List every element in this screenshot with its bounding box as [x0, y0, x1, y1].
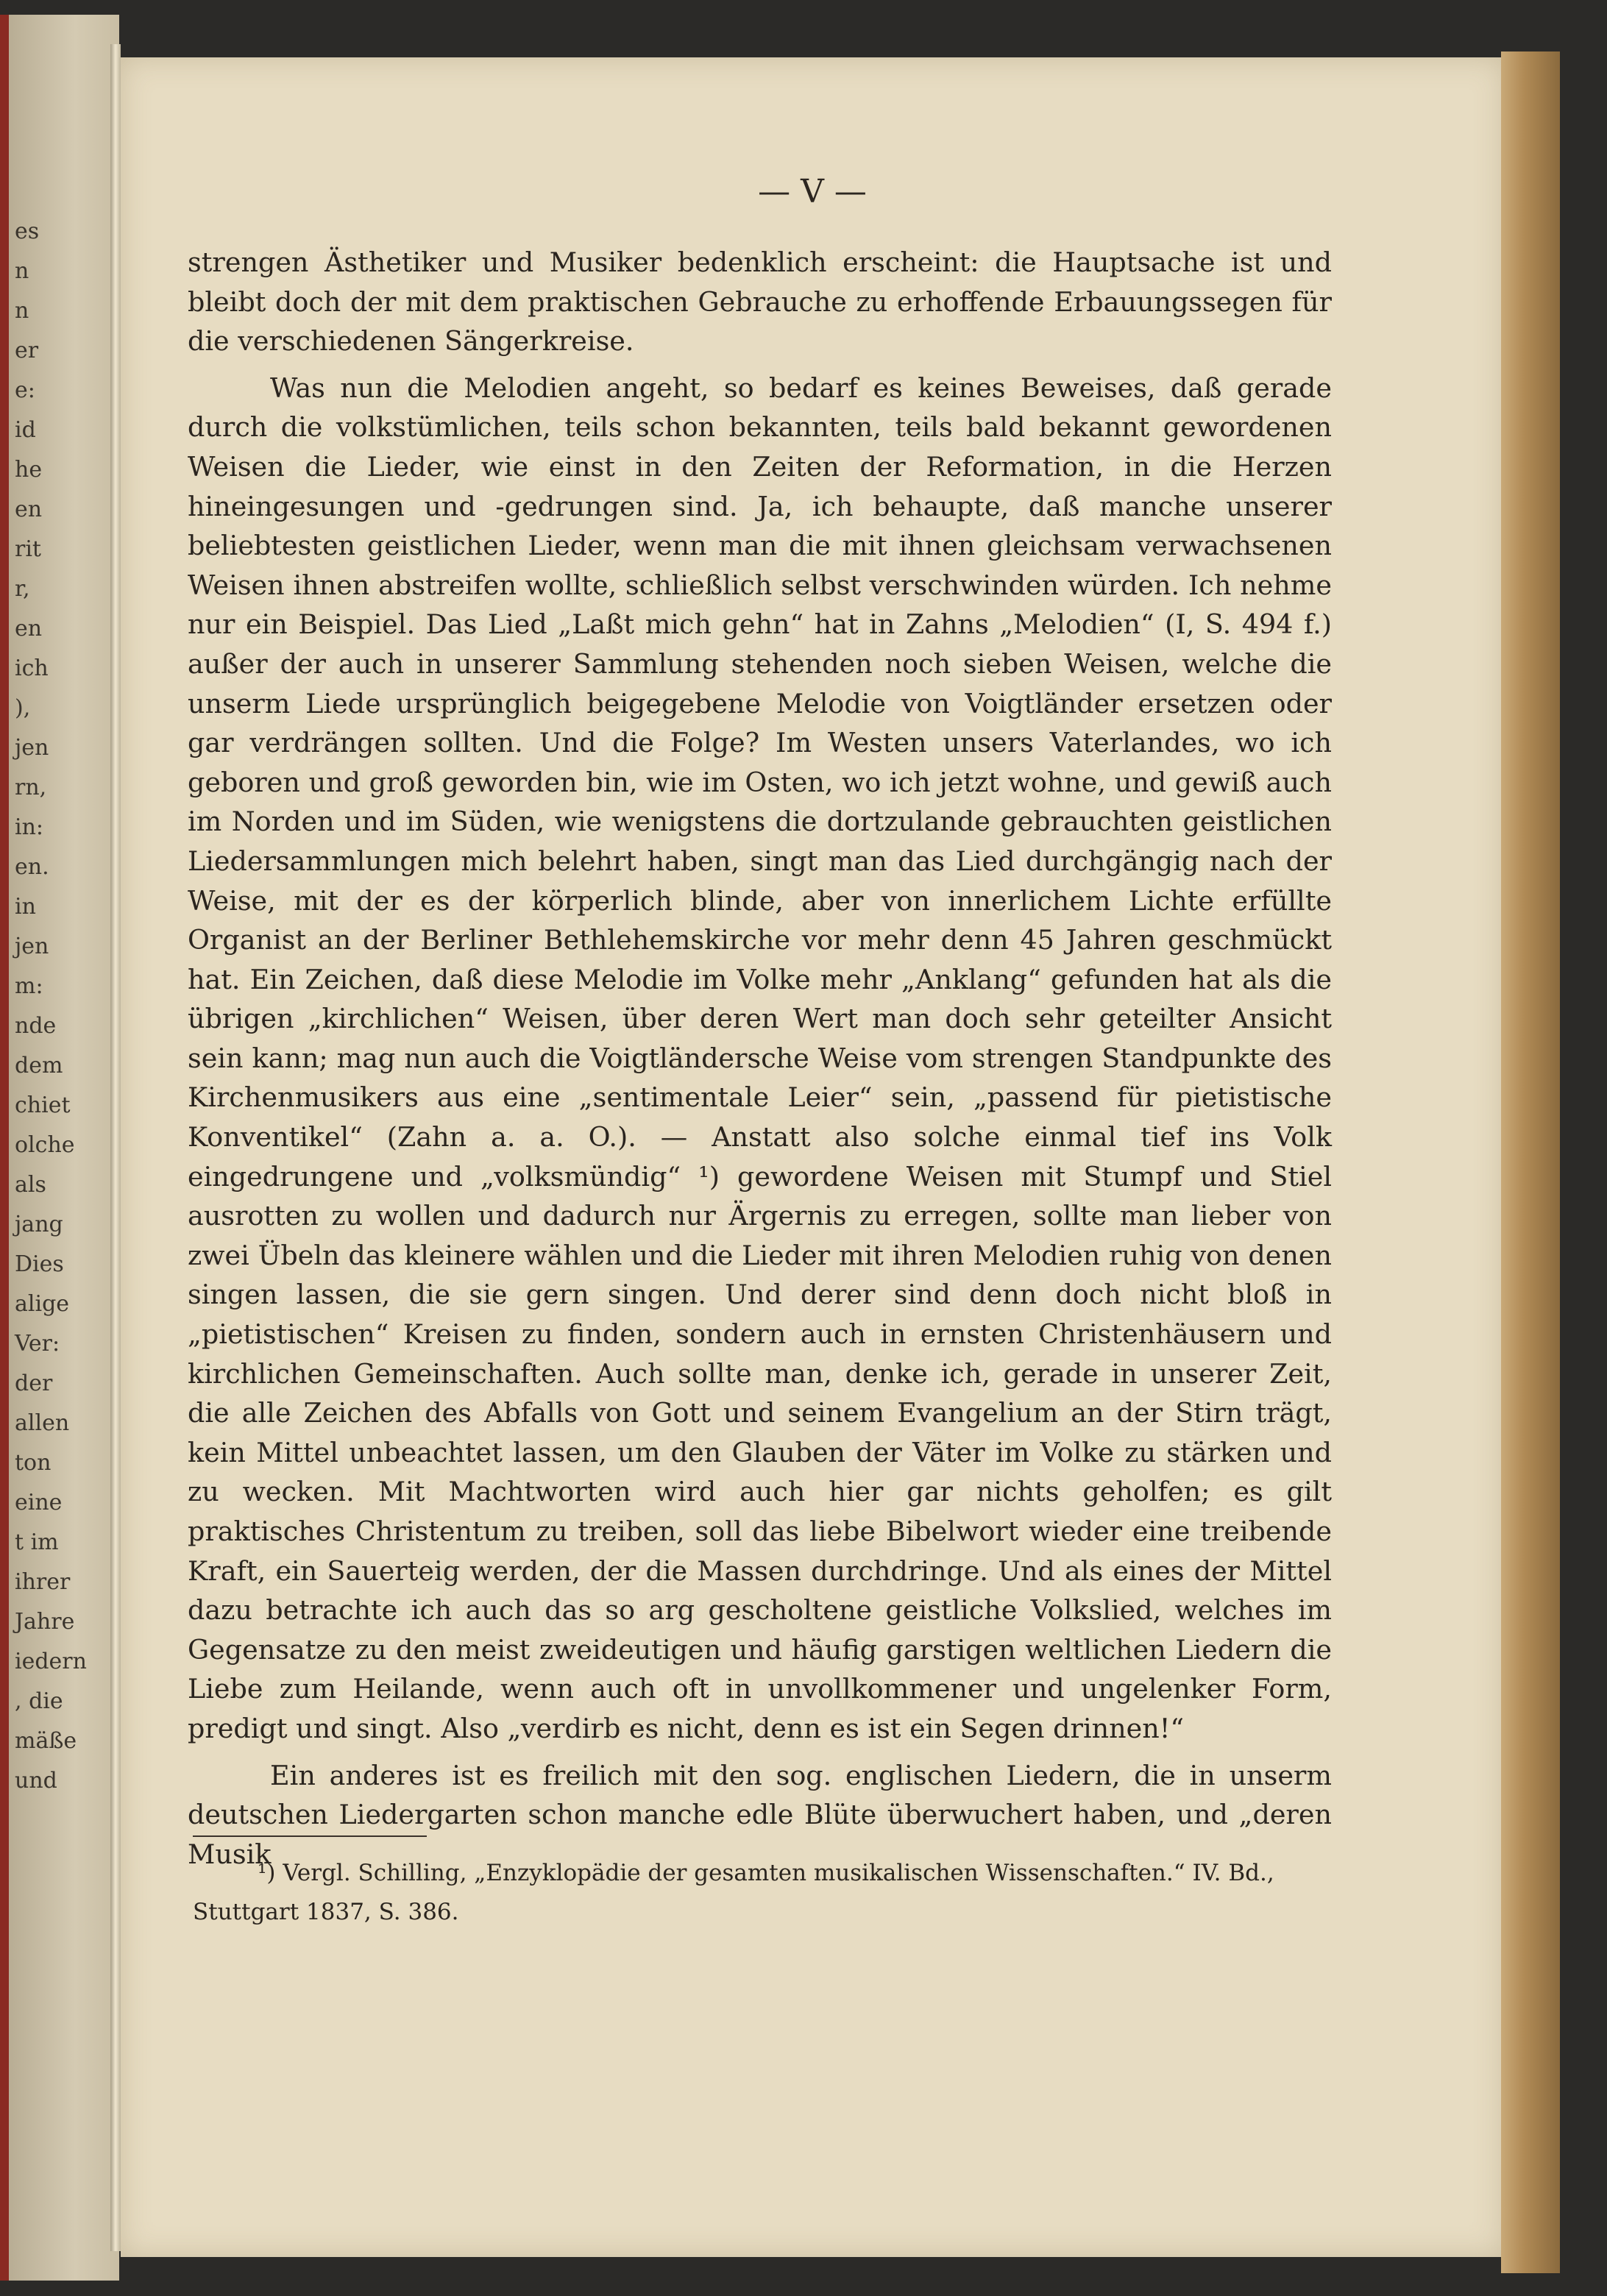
left-page-fragment: allen — [15, 1410, 70, 1436]
paragraph-1: strengen Ästhetiker und Musiker bedenklich erscheint: die Hauptsache ist und bleibt doch der mit dem praktischen Gebrauche zu erhoffende Erbauungssegen für die verschiedenen Sängerkreise. — [188, 246, 1332, 358]
left-page-fragment: en. — [15, 854, 49, 880]
book-cover-edge — [1501, 51, 1560, 2273]
paragraph-3: Ein anderes ist es freilich mit den sog. englischen Liedern, die in unserm deutschen Liedergarten schon manche edle Blüte überwuchert haben, und „deren Musik — [188, 1759, 1332, 1870]
left-page-fragment: und — [15, 1768, 57, 1794]
left-page-fragment: eine — [15, 1490, 63, 1515]
left-page-fragment: rit — [15, 536, 41, 562]
left-page-fragment: mäße — [15, 1728, 77, 1754]
left-page-fragment: ich — [15, 655, 49, 681]
left-page-fragment: t im — [15, 1529, 59, 1555]
left-page-fragment: ihrer — [15, 1569, 71, 1595]
left-page-fragment: Dies — [15, 1251, 64, 1277]
footnote-line-1: ¹) Vergl. Schilling, „Enzyklopädie der gesamten musikalischen Wissenschaften.“ IV. Bd., — [258, 1860, 1274, 1886]
left-page-fragment: Ver: — [15, 1331, 60, 1357]
left-page-fragment: r, — [15, 576, 30, 602]
left-page-fragment: dem — [15, 1053, 63, 1078]
left-page-fragment: ), — [15, 695, 31, 721]
left-page-fragment: he — [15, 457, 43, 483]
book-gutter — [110, 44, 121, 2251]
left-page-fragment: jen — [15, 735, 49, 761]
left-page-fragment: en — [15, 497, 43, 522]
left-page-fragment: nde — [15, 1013, 57, 1039]
left-page-fragment: er — [15, 338, 39, 363]
left-page-fragment: alige — [15, 1291, 70, 1317]
left-page-fragment: als — [15, 1172, 46, 1198]
left-page-fragment: in: — [15, 814, 44, 840]
paragraph-2: Was nun die Melodien angeht, so bedarf es keines Beweises, daß gerade durch die volkstümlichen, teils schon bekannten, teils bald bekannt gewordenen Weisen die Lieder, wie einst in den Zeiten der Reformation, in die Herzen hineingesungen und -gedrungen sind. Ja, ich behaupte, daß manche unserer beliebtesten geistlichen Lieder, wenn man die mit ihnen gleichsam verwachsenen Weisen ihnen abstreifen wollte, schließlich selbst verschwinden würden. Ich nehme nur ein Beispiel. Das Lied „Laßt mich gehn“ hat in Zahns „Melodien“ (I, S. 494 f.) außer der auch in unserer Sammlung stehenden noch sieben Weisen, welche die unserm Liede ursprünglich beigegebene Melodie von Voigtländer ersetzen oder gar verdrängen sollten. Und die Folge? Im Westen unsers Vaterlandes, wo ich geboren und groß geworden bin, wie im Osten, wo ich jetzt wohne, und gewiß auch im Norden und im Süden, wie wenigstens die dortzulande gebrauchten geistlichen Liedersammlungen mich belehrt haben, singt man das Lied durchgängig nach der Weise, mit der es der körperlich blinde, aber von innerlichem Lichte erfüllte Organist an der Berliner Bethlehemskirche vor mehr denn 45 Jahren geschmückt hat. Ein Zeichen, daß diese Melodie im Volke mehr „Anklang“ gefunden hat als die übrigen „kirchlichen“ Weisen, über deren Wert man doch sehr geteilter Ansicht sein kann; mag nun auch die Voigtländersche Weise vom strengen Standpunkte des Kirchenmusikers aus eine „sentimentale Leier“ sein, „passend für pietistische Konventikel“ (Zahn a. a. O.). — Anstatt also solche einmal tief ins Volk eingedrungene und „volksmündig“ ¹) gewordene Weisen mit Stumpf und Stiel ausrotten zu wollen und dadurch nur Ärgernis zu erregen, sollte man lieber von zwei Übeln das kleinere wählen und die Lieder mit ihren Melodien ruhig von denen singen lassen, die sie gern singen. Und derer sind denn doch nicht bloß in „pietistischen“ Kreisen zu finden, sondern auch in ernsten Christenhäusern und kirchlichen Gemeinschaften. Auch sollte man, denke ich, gerade in unserer Zeit, die alle Zeichen des Abfalls von Gott und seinem Evangelium an der Stirn trägt, kein Mittel unbeachtet lassen, um den Glauben der Väter im Volke zu stärken und zu wecken. Mit Machtworten wird auch hier gar nichts geholfen; es gilt praktisches Christentum zu treiben, soll das liebe Bibelwort wieder eine treibende Kraft, ein Sauerteig werden, der die Massen durchdringe. Und als eines der Mittel dazu betrachte ich auch das so arg gescholtene geistliche Volkslied, welches im Gegensatze zu den meist zweideutigen und häufig garstigen weltlichen Liedern die Liebe zum Heilande, wenn auch oft in unvollkommener und ungelenker Form, predigt und singt. Also „verdirb es nicht, denn es ist ein Segen drinnen!“ — [188, 372, 1332, 1744]
left-page-fragment: jang — [15, 1212, 63, 1237]
left-page-fragment: es — [15, 218, 40, 244]
left-page-fragment: olche — [15, 1132, 75, 1158]
left-page-fragment: m: — [15, 973, 43, 999]
footnote-rule — [193, 1835, 427, 1837]
body-text — [188, 243, 1332, 1881]
left-page-fragment: chiet — [15, 1092, 71, 1118]
left-page-fragment: iedern — [15, 1649, 87, 1674]
left-page-fragment: n — [15, 298, 29, 324]
left-page-fragment: jen — [15, 934, 49, 959]
left-page-fragment: , die — [15, 1688, 63, 1714]
left-page-fragment: e: — [15, 377, 35, 403]
left-page-fragment: rn, — [15, 775, 47, 800]
footnote — [193, 1854, 1332, 1932]
left-page-fragment: en — [15, 616, 43, 641]
left-page-fragment: id — [15, 417, 36, 443]
left-page-fragment: ton — [15, 1450, 52, 1476]
left-page-fragment: n — [15, 258, 29, 284]
left-page-fragment: Jahre — [15, 1609, 75, 1635]
left-page-edge — [0, 15, 119, 2281]
page-number: — V — — [758, 173, 867, 210]
footnote-line-2: Stuttgart 1837, S. 386. — [193, 1899, 459, 1925]
left-page-fragment: der — [15, 1371, 53, 1396]
left-page-fragment: in — [15, 894, 36, 920]
